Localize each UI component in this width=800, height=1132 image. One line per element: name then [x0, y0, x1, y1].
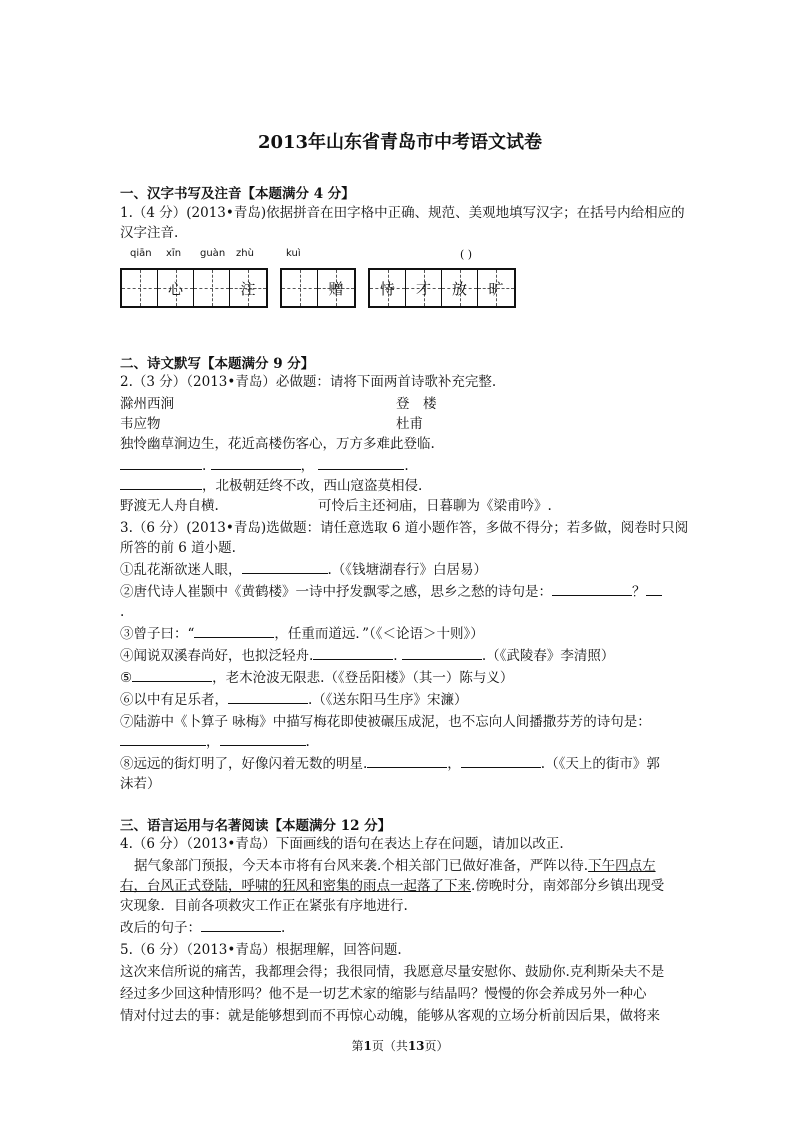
item-5: ⑤ ，老木沧波无限悲.（《登岳阳楼》（其一）陈与义）	[120, 670, 514, 686]
answer-blank[interactable]	[228, 691, 308, 704]
item-4: ④闻说双溪春尚好，也拟泛轻舟. . .（《武陵春》李清照）	[120, 648, 615, 664]
grid-cell[interactable]: 注	[230, 270, 266, 306]
poem-line-c1: 野渡无人舟自横.	[120, 498, 219, 514]
grid-cell: 放	[442, 270, 478, 306]
page-title: 2013年山东省青岛市中考语文试卷	[257, 132, 543, 153]
grid-cell: 才	[406, 270, 442, 306]
answer-blank[interactable]	[367, 755, 447, 768]
blank-line-1: . ， .	[120, 456, 409, 476]
page-total: 13	[407, 1039, 425, 1053]
section-3-heading: 三、语言运用与名著阅读【本题满分 12 分】	[120, 818, 392, 834]
grid-cell[interactable]	[122, 270, 158, 306]
pinyin-1: qiān	[130, 248, 152, 259]
q1-line-1: 1.（4 分）(2013•青岛)依据拼音在田字格中正确、规范、美观地填写汉字；在括号内给相应的	[120, 205, 685, 221]
item-8: ⑧远远的街灯明了，好像闪着无数的明星. ， .（《天上的街市》郭	[120, 756, 660, 772]
answer-blank[interactable]	[313, 647, 393, 660]
grid-cell[interactable]	[282, 270, 318, 306]
section-1-heading: 一、汉字书写及注音【本题满分 4 分】	[120, 186, 355, 202]
item-3: ③曾子曰：“ ，任重而道远．”（《＜论语＞十则》）	[120, 626, 484, 642]
section-2-heading: 二、诗文默写【本题满分 9 分】	[120, 356, 315, 372]
item-8-end: 沫若）	[120, 776, 161, 792]
pinyin-2: xīn	[166, 248, 182, 259]
tianzige-group-3	[368, 268, 516, 308]
poem-line-c2: 可怜后主还祠庙，日暮聊为《梁甫吟》.	[318, 498, 552, 514]
poem-1-author: 韦应物	[120, 416, 161, 432]
blank-line-2: ，北极朝廷终不改，西山寇盗莫相侵.	[120, 476, 422, 496]
item-1: ①乱花渐欲迷人眼， .（《钱塘湖春行》白居易）	[120, 562, 488, 578]
answer-blank[interactable]	[402, 647, 482, 660]
item-7: ⑦陆游中《卜算子 咏梅》中描写梅花即使被碾压成泥，也不忘向人间播撒芬芳的诗句是：	[120, 714, 651, 730]
grid-cell: 恃	[370, 270, 406, 306]
q3-line-1: 3.（6 分）(2013•青岛)选做题：请任意选取 6 道小题作答，多做不得分；若多做，阅卷时只阅	[120, 520, 689, 536]
item-6: ⑥以中有足乐者， .（《送东阳马生序》宋濂）	[120, 692, 468, 708]
answer-blank[interactable]	[120, 733, 206, 746]
q4-passage-3: 灾现象．目前各项救灾工作正在紧张有序地进行.	[120, 898, 408, 914]
q5-text-1: 这次来信所说的痛苦，我都理会得；我很同情，我愿意尽量安慰你、鼓励你.克利斯朵夫不是	[120, 964, 665, 980]
pinyin-4: zhù	[236, 248, 254, 259]
q2-prompt: 2.（3 分）（2013•青岛）必做题：请将下面两首诗歌补充完整.	[120, 374, 497, 390]
poem-line-a: 独怜幽草涧边生，花近高楼伤客心，万方多难此登临.	[120, 436, 435, 452]
q4-answer: 改后的句子： .	[120, 920, 286, 936]
q5-text-3: 情对付过去的事：就是能够想到而不再惊心动魄，能够从客观的立场分析前因后果，做将来	[120, 1008, 660, 1024]
page-number: 1	[363, 1039, 372, 1053]
grid-cell[interactable]: 心	[158, 270, 194, 306]
answer-blank[interactable]	[318, 457, 404, 470]
answer-blank[interactable]	[201, 919, 281, 932]
answer-blank[interactable]	[120, 457, 202, 470]
poem-1-title: 滁州西涧	[120, 396, 174, 412]
grid-cell: 旷	[478, 270, 514, 306]
q5-prompt: 5.（6 分）（2013•青岛）根据理解，回答问题.	[120, 942, 402, 958]
q4-passage-2: 右，台风正式登陆，呼啸的狂风和密集的雨点一起落了下来.傍晚时分，南郊部分乡镇出现受	[120, 878, 665, 894]
grid-cell: 赠	[318, 270, 354, 306]
answer-blank[interactable]	[120, 477, 202, 490]
answer-blank[interactable]	[220, 733, 306, 746]
q3-line-2: 所答的前 6 道小题.	[120, 540, 236, 556]
poem-2-title: 登 楼	[396, 396, 437, 412]
grid-cell[interactable]	[194, 270, 230, 306]
q5-text-2: 经过多少回这种情形吗？他不是一切艺术家的缩影与结晶吗？慢慢的你会养成另外一种心	[120, 986, 647, 1002]
tianzige-group-1	[120, 268, 268, 308]
page-footer: 第1页（共13页）	[351, 1039, 449, 1053]
answer-blank[interactable]	[132, 669, 212, 682]
answer-blank[interactable]	[552, 583, 632, 596]
tianzige-group-2	[280, 268, 356, 308]
answer-blank[interactable]	[194, 625, 274, 638]
answer-blank[interactable]	[461, 755, 541, 768]
answer-blank[interactable]	[646, 583, 662, 596]
pinyin-5: kuì	[286, 248, 301, 259]
poem-2-author: 杜甫	[396, 416, 423, 432]
q4-prompt: 4.（6 分）（2013•青岛）下面画线的语句在表达上存在问题，请加以改正.	[120, 836, 564, 852]
item-2-end: .	[120, 604, 125, 620]
item-7-blanks: ， .	[120, 732, 310, 752]
q1-line-2: 汉字注音.	[120, 225, 179, 241]
q4-passage-1: 据气象部门预报，今天本市将有台风来袭.个相关部门已做好准备，严阵以待.下午四点左	[134, 858, 656, 874]
answer-blank[interactable]	[211, 457, 301, 470]
pinyin-3: guàn	[200, 248, 226, 259]
item-2: ②唐代诗人崔颢中《黄鹤楼》一诗中抒发飘零之感，思乡之愁的诗句是： ？	[120, 582, 662, 602]
answer-blank[interactable]	[242, 561, 328, 574]
pinyin-paren: ( )	[460, 248, 473, 261]
tianzige-row	[120, 248, 540, 306]
